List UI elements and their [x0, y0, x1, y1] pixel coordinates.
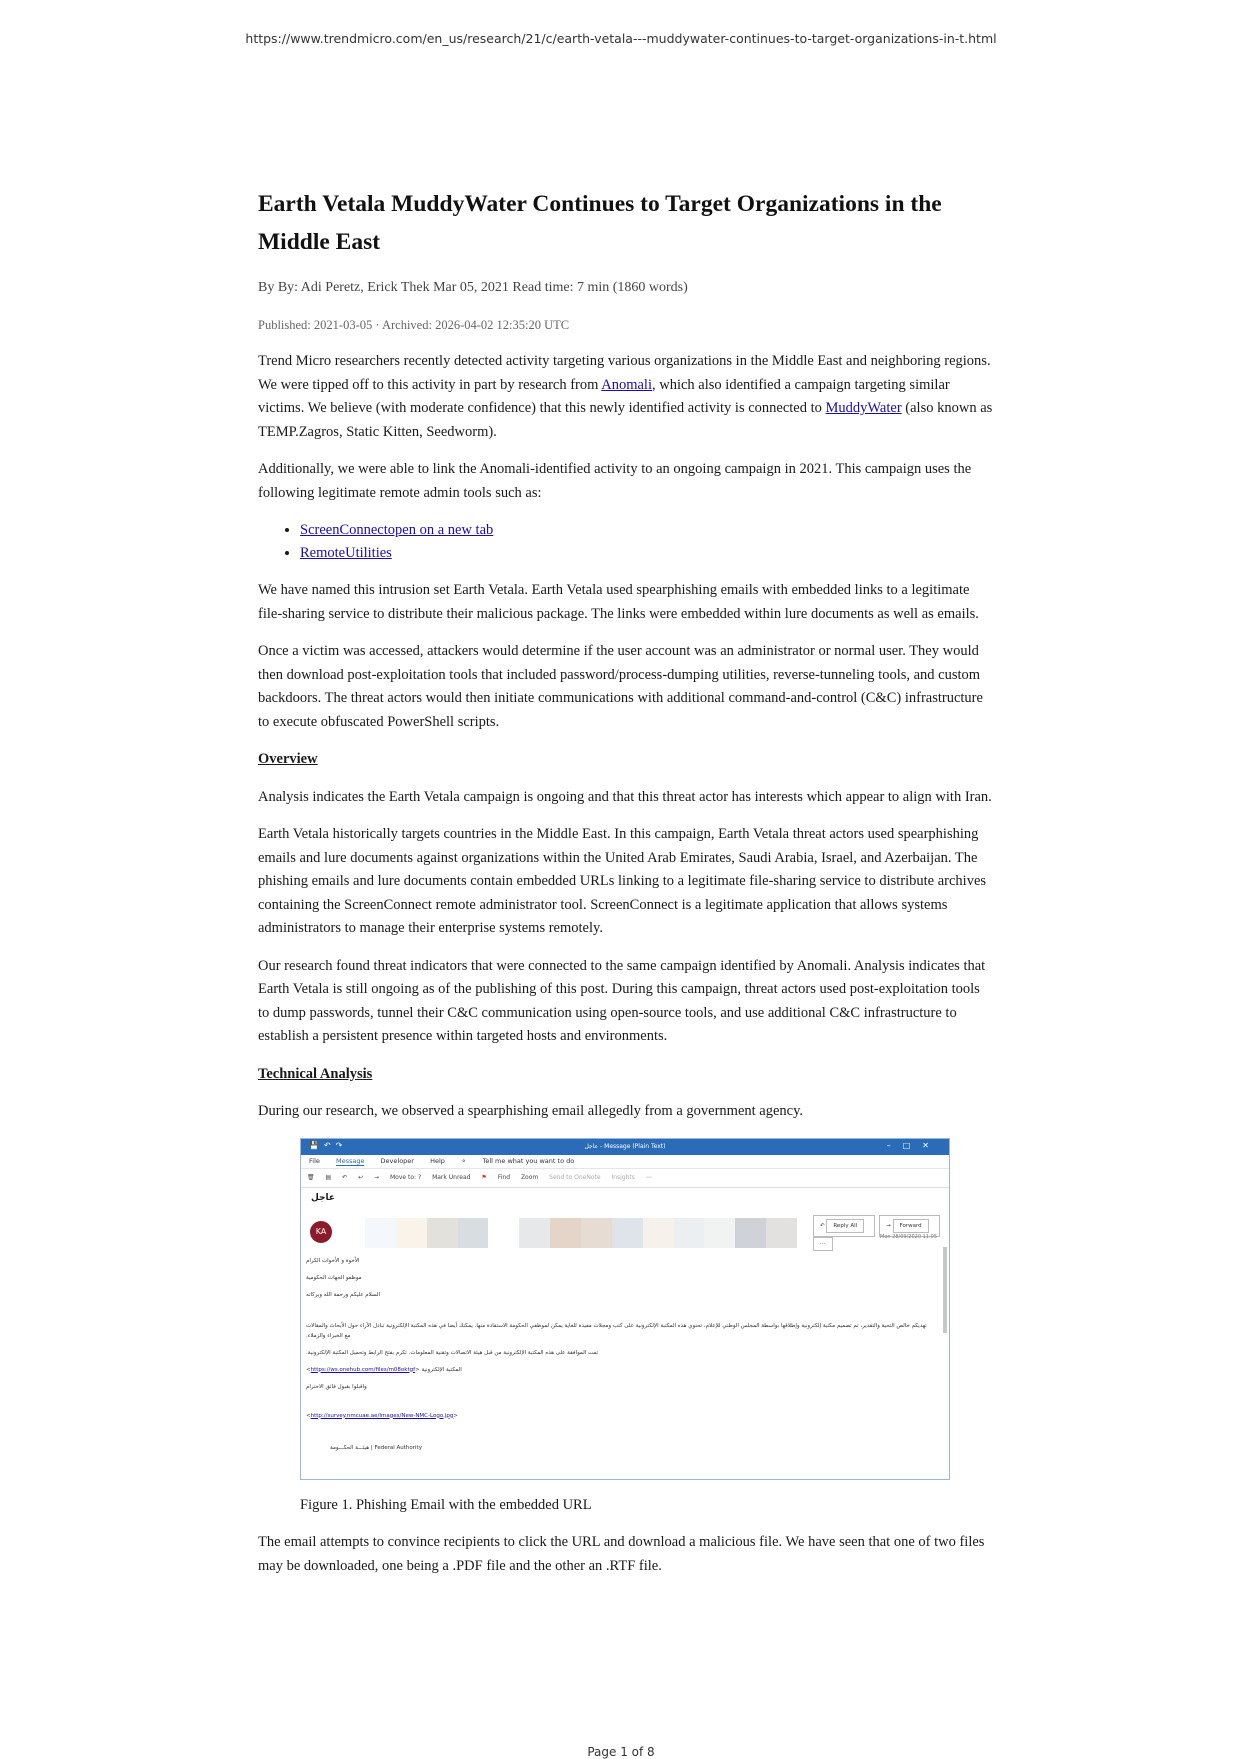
email-greeting: الأخوة و الأخوات الكرام	[306, 1257, 360, 1264]
email-logo-url: http://survey.nmcuae.ae/Images/New-NMC-Logo.jpg	[310, 1412, 454, 1419]
forward-icon: →	[374, 1173, 380, 1181]
email-closing: واقبلوا بقبول فائق الاحترام	[306, 1383, 367, 1390]
paragraph-intrusion-set: We have named this intrusion set Earth Vetala. Earth Vetala used spearphishing emails with embedded links to a legitimate file-sharing service to distribute their malicious package. The links were embedded within lure documents as well as emails.	[258, 582, 979, 622]
paragraph-text: Trend Micro researchers recently detected activity targeting various organizations in the Middle East and neighboring regions. We were tipped off to this activity in part by research from	[258, 353, 991, 393]
heading-overview: Overview	[258, 751, 318, 767]
archive-icon: ▤	[325, 1173, 332, 1181]
more-options-icon: ⋯	[645, 1173, 652, 1181]
heading-technical-analysis: Technical Analysis	[258, 1065, 373, 1082]
email-menu-bar	[301, 1155, 949, 1169]
menu-tell-me	[461, 1157, 588, 1165]
email-recipients: موظفو الجهات الحكومية	[306, 1274, 362, 1281]
delete-icon: 🗑	[307, 1173, 315, 1181]
menu-developer: Developer	[380, 1156, 414, 1165]
menu-help: Help	[430, 1156, 445, 1165]
undo-icon: ↶	[342, 1173, 348, 1181]
mark-unread-label: Mark Unread	[432, 1173, 471, 1181]
article-title: Earth Vetala MuddyWater Continues to Target Organizations in the Middle East	[258, 191, 942, 255]
move-to-label: Move to: ?	[390, 1173, 422, 1181]
list-item	[300, 542, 994, 565]
paragraph-research: Our research found threat indicators that were connected to the same campaign identified by Anomali. Analysis indicates that Earth Vetala is still ongoing as of the publishing of this post. During this campaign, threat actors used post-exploitation tools to dump passwords, tunnel their C&C communication using open-source tools, and use additional C&C infrastructure to establish a persistent presence within targeted hosts and environments.	[258, 957, 986, 1044]
tools-list	[258, 519, 994, 565]
email-salutation: السلام عليكم ورحمة الله وبركاته	[306, 1291, 381, 1298]
paragraph-spearphishing: During our research, we observed a spearphishing email allegedly from a government agency.	[258, 1103, 804, 1119]
forward-label: Forward	[893, 1219, 929, 1233]
page-number: Page 1 of 8	[587, 1745, 655, 1759]
phishing-email-screenshot	[300, 1138, 950, 1480]
lightbulb-icon: ⚬	[460, 1156, 467, 1165]
paragraph-post-access: Once a victim was accessed, attackers would determine if the user account was an administrator or normal user. They would then download post-exploitation tools that included password/process-dumping utilities, reverse-tunneling tools, and custom backdoors. The threat actors would then initiate communications with additional command-and-control (C&C) infrastructure to execute obfuscated PowerShell scripts.	[258, 643, 983, 730]
email-subject: عاجل	[311, 1192, 336, 1203]
flag-icon: ⚑	[481, 1173, 487, 1181]
reply-all-label: Reply All	[826, 1219, 864, 1233]
send-to-onenote-label: Send to OneNote	[549, 1173, 601, 1181]
tell-me-label: Tell me what you want to do	[482, 1156, 575, 1165]
reply-icon: ↩	[358, 1173, 364, 1181]
email-window-title: عاجل - Message (Plain Text)	[584, 1142, 666, 1150]
paragraph-overview: Analysis indicates the Earth Vetala campaign is ongoing and that this threat actor has interests which appear to align with Iran.	[258, 788, 992, 805]
figure-caption: Figure 1. Phishing Email with the embedded URL	[300, 1496, 592, 1513]
sender-avatar: KA	[310, 1221, 332, 1243]
forward-button: → Forward	[879, 1215, 939, 1237]
paragraph-intro	[258, 350, 994, 444]
menu-message: Message	[335, 1156, 365, 1165]
library-label: المكتبة الإلكترونية	[421, 1366, 462, 1373]
email-paragraph: تهديكم خالص التحية والتقدير، تم تصميم مكتبة إلكترونية وإطلاقها بواسطة المجلس الوطني للإعلام، تحتوي هذه المكتبة الإلكترونية على كتب ومجلات مفيدة للغاية يمكن لموظفي الحكومة الاستفادة منها. يمكنك أيضا في هذه المكتبة الإلكترونية تبادل الآراء حول الأبحاث والمقالات مع الخبراء والزملاء.	[306, 1322, 927, 1339]
article	[258, 186, 994, 1592]
email-title-bar	[301, 1139, 949, 1155]
list-item	[300, 519, 994, 542]
more-icon: ⋯	[813, 1237, 833, 1251]
screenconnect-link[interactable]: ScreenConnectopen on a new tab	[300, 522, 494, 538]
find-label: Find	[497, 1173, 511, 1181]
paragraph-targets: Earth Vetala historically targets countries in the Middle East. In this campaign, Earth Vetala threat actors used spearphishing emails and lure documents against organizations within the United Arab Emirates, Saudi Arabia, Israel, and Azerbaijan. The phishing emails and lure documents contain embedded URLs linking to a legitimate file-sharing service to distribute archives containing the ScreenConnect remote administrator tool. ScreenConnect is a legitimate application that allows systems administrators to manage their enterprise systems remotely.	[258, 826, 987, 936]
email-library-line: المكتبة الإلكترونية <https://ws.onehub.com/files/m08oktgf>	[306, 1366, 462, 1373]
paragraph-text: , which also identified a campaign targeting similar victims. We believe (with moderate confidence) that this newly identified activity is connected to	[258, 376, 950, 416]
email-scrollbar	[943, 1247, 947, 1333]
email-malicious-url: https://ws.onehub.com/files/m08oktgf	[310, 1366, 416, 1373]
zoom-label: Zoom	[520, 1173, 539, 1181]
paragraph-tools-intro: Additionally, we were able to link the Anomali-identified activity to an ongoing campaign in 2021. This campaign uses the following legitimate remote admin tools such as:	[258, 461, 972, 501]
menu-file: File	[309, 1156, 320, 1165]
email-actions	[813, 1215, 949, 1251]
email-date: Mon 28/09/2020 11:05	[880, 1233, 937, 1240]
email-ribbon	[301, 1169, 949, 1188]
insights-label: Insights	[611, 1173, 635, 1181]
quick-access-icons: 💾↶↷	[309, 1140, 348, 1150]
email-body	[306, 1256, 934, 1453]
paragraph-email-attempts: The email attempts to convince recipients to click the URL and download a malicious file. We have seen that one of two files may be downloaded, one being a .PDF file and the other an .RTF file.	[258, 1534, 985, 1574]
email-signature: هيئـــة الحكـــومة | Federal Authority	[330, 1444, 422, 1451]
anomali-link[interactable]: Anomali	[601, 376, 652, 393]
byline: By By: Adi Peretz, Erick Thek Mar 05, 2021 Read time: 7 min (1860 words)	[258, 280, 688, 295]
muddywater-link[interactable]: MuddyWater	[825, 400, 902, 416]
paragraph-text: (also known as TEMP.Zagros, Static Kitten, Seedworm).	[258, 400, 993, 440]
remoteutilities-link[interactable]: RemoteUtilities	[300, 545, 392, 561]
sender-blurred-details	[365, 1218, 797, 1248]
window-controls-icon: –□✕	[886, 1140, 941, 1150]
reply-all-button: ↶ Reply All	[813, 1215, 875, 1237]
page-url-header: https://www.trendmicro.com/en_us/research/21/c/earth-vetala---muddywater-continues-to-target-organizations-in-t.html	[245, 31, 997, 46]
publish-meta: Published: 2021-03-05 · Archived: 2026-04-02 12:35:20 UTC	[258, 318, 570, 332]
email-logo-line: <http://survey.nmcuae.ae/Images/New-NMC-Logo.jpg>	[306, 1412, 458, 1419]
email-approval: تمت الموافقة على هذه المكتبة الإلكترونية من قبل هيئة الاتصالات وتقنية المعلومات. تكرم بفتح الرابط وتحميل المكتبة الإلكترونية.	[306, 1349, 599, 1356]
